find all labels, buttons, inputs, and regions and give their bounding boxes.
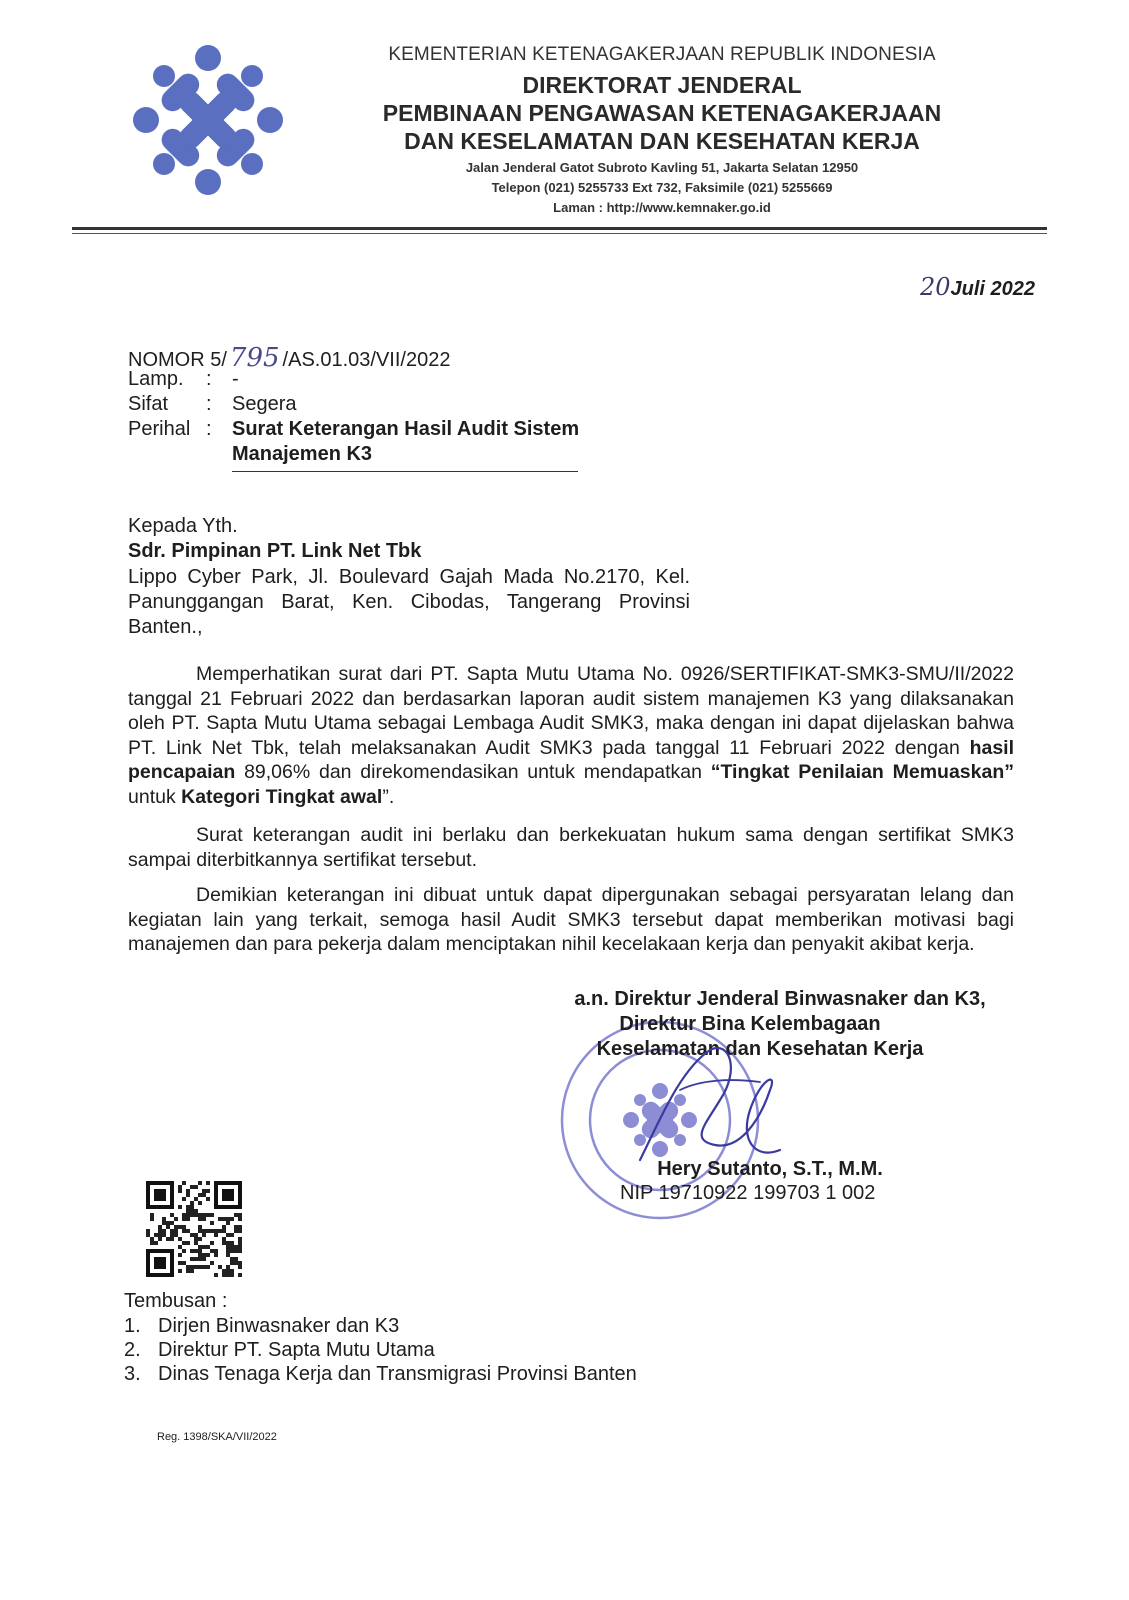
letter-date (880, 273, 1035, 301)
perihal-line2: Manajemen K3 (232, 443, 373, 465)
signature-line1: a.n. Direktur Jenderal Binwasnaker dan K3, (574, 988, 986, 1010)
cc-text: Dinas Tenaga Kerja dan Transmigrasi Provinsi Banten (158, 1363, 637, 1385)
cc-text: Dirjen Binwasnaker dan K3 (158, 1315, 400, 1337)
registration-number: Reg. 1398/SKA/VII/2022 (157, 1431, 277, 1443)
qr-code-icon (146, 1181, 242, 1277)
recipient-salutation: Kepada Yth. (128, 515, 238, 537)
directorate-title: DIREKTORAT JENDERAL (522, 72, 802, 98)
cc-text: Direktur PT. Sapta Mutu Utama (158, 1339, 435, 1361)
cc-item-2 (124, 1339, 435, 1362)
nomor-suffix: /AS.01.03/VII/2022 (282, 349, 451, 371)
recipient-name: Sdr. Pimpinan PT. Link Net Tbk (128, 540, 422, 562)
signatory-nip: NIP 19710922 199703 1 002 (620, 1182, 876, 1204)
directorate-name-line1: PEMBINAAN PENGAWASAN KETENAGAKERJAAN (382, 100, 942, 126)
sifat-value: Segera (232, 393, 297, 415)
date-month-year: Juli 2022 (950, 278, 1035, 300)
p1-bold-category: Kategori Tingkat awal (181, 785, 383, 808)
p1-text-c: untuk (128, 785, 182, 808)
p1-text-a: Memperhatikan surat dari PT. Sapta Mutu Utama No. 0926/SERTIFIKAT-SMK3-SMU/II/2022 tanggal 21 Februari 2022 dan berdasarkan laporan audit sistem manajemen K3 yang dilaksanakan oleh PT. Sapta Mutu Utama sebagai Lembaga Audit SMK3, maka dengan ini dapat dijelaskan bahwa PT. Link Net Tbk, telah melaksanakan Audit SMK3 pada tanggal 11 Februari 2022 dengan (128, 663, 1014, 759)
cc-title: Tembusan : (124, 1290, 228, 1312)
cc-item-3 (124, 1363, 637, 1386)
p1-text-d: ”. (382, 785, 395, 808)
letterhead-address: Jalan Jenderal Gatot Subroto Kavling 51, Jakarta Selatan 12950 (465, 160, 859, 175)
body-paragraph-1 (128, 662, 1014, 809)
recipient-address-line3: Banten., (128, 616, 203, 638)
cc-num: 2. (124, 1339, 141, 1361)
signatory-name: Hery Sutanto, S.T., M.M. (657, 1158, 883, 1180)
p3-text: Demikian keterangan ini dibuat untuk dapat dipergunakan sebagai persyaratan lelang dan kegiatan lain yang terkait, semoga hasil Audit SMK3 tersebut dapat memberikan motivasi bagi manajemen dan para pekerja dalam menciptakan nihil kecelakaan kerja dan penyakit akibat kerja. (128, 884, 1014, 955)
body-paragraph-3 (128, 883, 1014, 957)
recipient-address-line2: Panunggangan Barat, Ken. Cibodas, Tangerang Provinsi (128, 591, 690, 613)
nomor-prefix: NOMOR 5/ (128, 349, 227, 371)
lamp-value: - (232, 368, 239, 390)
directorate-name-line2: DAN KESELAMATAN DAN KESEHATAN KERJA (404, 128, 920, 154)
date-day-handwritten: 20 (919, 273, 951, 301)
kemnaker-logo-icon (128, 40, 288, 200)
letterhead-website: Laman : http://www.kemnaker.go.id (553, 200, 771, 215)
p1-bold-result: hasil pencapaian (128, 736, 1014, 783)
p2-text: Surat keterangan audit ini berlaku dan berkekuatan hukum sama dengan sertifikat SMK3 sampai diterbitkannya sertifikat tersebut. (128, 824, 1014, 871)
ministry-name: KEMENTERIAN KETENAGAKERJAAN REPUBLIK INDONESIA (388, 44, 936, 65)
lamp-colon: : (206, 368, 212, 390)
sifat-colon: : (206, 393, 212, 415)
sifat-label: Sifat (128, 393, 169, 415)
nomor-handwritten: 795 (229, 343, 280, 373)
body-paragraph-2 (128, 823, 1014, 872)
lamp-label: Lamp. (128, 368, 184, 390)
letterhead-rule-thin (72, 233, 1047, 234)
perihal-label: Perihal (128, 418, 191, 440)
p1-bold-rating: “Tingkat Penilaian Memuaskan” (710, 761, 1014, 783)
cc-item-1 (124, 1315, 399, 1338)
letterhead-rule-thick (72, 227, 1047, 230)
perihal-colon: : (206, 418, 212, 440)
signature-line3: Keselamatan dan Kesehatan Kerja (596, 1038, 924, 1060)
cc-num: 3. (124, 1363, 141, 1385)
p1-text-b: 89,06% dan direkomendasikan untuk mendapatkan (235, 761, 711, 783)
letterhead-phone: Telepon (021) 5255733 Ext 732, Faksimile (021) 5255669 (491, 180, 833, 195)
subject-underline (232, 471, 578, 472)
perihal-line1: Surat Keterangan Hasil Audit Sistem (232, 418, 580, 440)
signature-line2: Direktur Bina Kelembagaan (619, 1013, 881, 1035)
recipient-address-line1: Lippo Cyber Park, Jl. Boulevard Gajah Mada No.2170, Kel. (128, 566, 690, 588)
cc-num: 1. (124, 1315, 141, 1337)
